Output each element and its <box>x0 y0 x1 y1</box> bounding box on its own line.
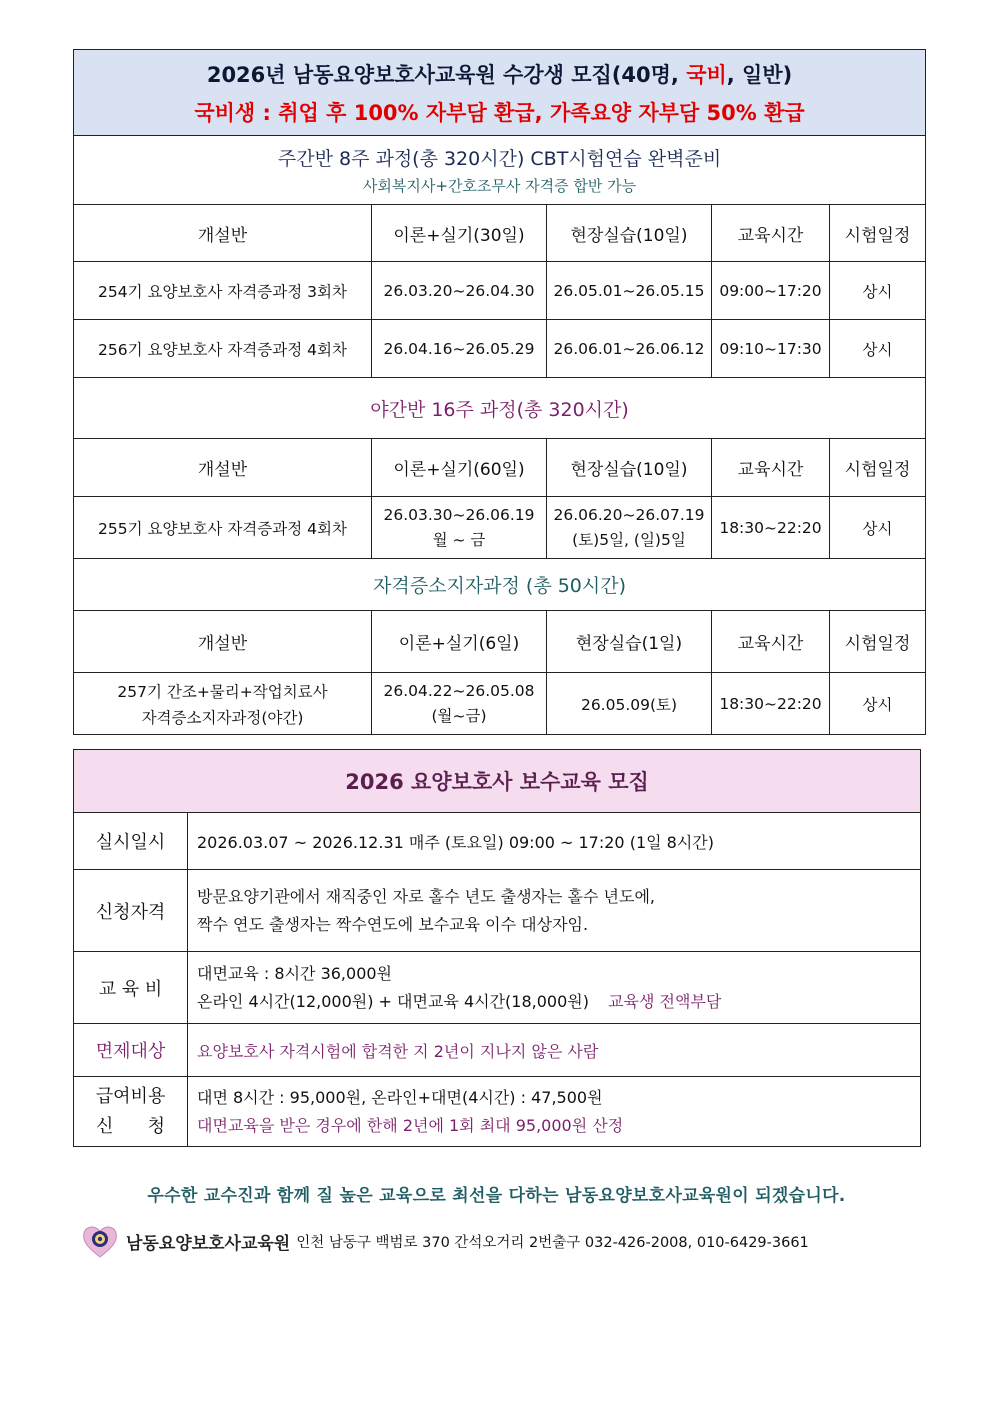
day-course-header-row <box>74 205 926 262</box>
holder-course-header-row <box>74 611 926 673</box>
fee-line2 <box>197 988 916 1016</box>
closing-message: 우수한 교수진과 함께 질 높은 교육으로 최선을 다하는 남동요양보호사교육원이 되겠습니다. <box>147 1186 846 1206</box>
course-schedule-table <box>73 49 926 735</box>
night-course-title: 야간반 16주 과정(총 320시간) <box>74 378 926 439</box>
col-header: 시험일정 <box>830 611 926 673</box>
col-header: 현장실습(10일) <box>547 439 712 497</box>
theory-days: (월~금) <box>431 706 487 725</box>
class-time: 09:10~17:30 <box>712 320 830 378</box>
night-course-header-row <box>74 439 926 497</box>
exam-schedule: 상시 <box>830 497 926 559</box>
fee-label: 교 육 비 <box>74 952 188 1024</box>
theory-dates: 26.04.22~26.05.08 <box>383 681 535 700</box>
course-name <box>74 673 372 735</box>
pay-label <box>74 1077 188 1147</box>
date-value: 2026.03.07 ~ 2026.12.31 매주 (토요일) 09:00 ~ 17:20 (1일 8시간) <box>188 813 921 870</box>
practice-period: 26.05.01~26.05.15 <box>547 262 712 320</box>
institute-name: 남동요양보호사교육원 <box>126 1233 291 1254</box>
fee-value <box>188 952 921 1024</box>
class-time: 09:00~17:20 <box>712 262 830 320</box>
col-header: 이론+실기(6일) <box>372 611 547 673</box>
day-course-section <box>74 136 926 205</box>
exam-schedule: 상시 <box>830 673 926 735</box>
institute-logo-icon <box>80 1221 120 1261</box>
col-header: 이론+실기(30일) <box>372 205 547 262</box>
class-time: 18:30~22:20 <box>712 497 830 559</box>
exam-schedule: 상시 <box>830 262 926 320</box>
day-course-subtitle: 사회복지사+간호조무사 자격증 합반 가능 <box>362 177 637 195</box>
refund-notice: 국비생 : 취업 후 100% 자부담 환급, 가족요양 자부담 50% 환급 <box>194 100 805 125</box>
pay-line1: 대면 8시간 : 95,000원, 온라인+대면(4시간) : 47,500원 <box>197 1087 603 1107</box>
theory-period: 26.04.16~26.05.29 <box>372 320 547 378</box>
footer <box>80 1221 809 1261</box>
course-name: 255기 요양보호사 자격증과정 4회차 <box>74 497 372 559</box>
theory-dates: 26.03.30~26.06.19 <box>383 505 535 524</box>
pay-label-line1: 급여비용 <box>95 1085 166 1107</box>
practice-period <box>547 497 712 559</box>
eligibility-line2: 짝수 연도 출생자는 짝수연도에 보수교육 이수 대상자임. <box>197 914 589 934</box>
pay-value <box>188 1077 921 1147</box>
exempt-value: 요양보호사 자격시험에 합격한 지 2년이 지나지 않은 사람 <box>188 1024 921 1077</box>
col-header: 시험일정 <box>830 205 926 262</box>
course-name: 256기 요양보호사 자격증과정 4회차 <box>74 320 372 378</box>
col-header: 교육시간 <box>712 205 830 262</box>
theory-period: 26.03.20~26.04.30 <box>372 262 547 320</box>
eligibility-label: 신청자격 <box>74 870 188 952</box>
col-header: 시험일정 <box>830 439 926 497</box>
practice-days: (토)5일, (일)5일 <box>572 530 686 549</box>
theory-days: 월 ~ 금 <box>432 530 486 549</box>
eligibility-line1: 방문요양기관에서 재직중인 자로 홀수 년도 출생자는 홀수 년도에, <box>197 886 656 906</box>
course-name-line2: 자격증소지자과정(야간) <box>141 708 304 727</box>
theory-period <box>372 497 547 559</box>
holder-course-title: 자격증소지자과정 (총 50시간) <box>74 559 926 611</box>
col-header: 개설반 <box>74 439 372 497</box>
col-header: 이론+실기(60일) <box>372 439 547 497</box>
table-row <box>74 497 926 559</box>
col-header: 현장실습(10일) <box>547 205 712 262</box>
practice-period: 26.06.01~26.06.12 <box>547 320 712 378</box>
class-time: 18:30~22:20 <box>712 673 830 735</box>
practice-period: 26.05.09(토) <box>547 673 712 735</box>
fee-line1: 대면교육 : 8시간 36,000원 <box>197 963 393 983</box>
course-name-line1: 257기 간조+물리+작업치료사 <box>117 682 328 701</box>
institute-address: 인천 남동구 백범로 370 간석오거리 2번출구 032-426-2008, 010-6429-3661 <box>296 1234 809 1251</box>
col-header: 개설반 <box>74 205 372 262</box>
fee-breakdown: 온라인 4시간(12,000원) + 대면교육 4시간(18,000원) <box>197 991 589 1011</box>
exempt-label: 면제대상 <box>74 1024 188 1077</box>
eligibility-value <box>188 870 921 952</box>
recruit-header <box>74 50 926 136</box>
col-header: 교육시간 <box>712 611 830 673</box>
pay-label-line2: 신 청 <box>95 1115 166 1137</box>
course-name: 254기 요양보호사 자격증과정 3회차 <box>74 262 372 320</box>
exam-schedule: 상시 <box>830 320 926 378</box>
recruit-title: 2026년 남동요양보호사교육원 수강생 모집(40명, 국비, 일반) <box>206 62 793 87</box>
col-header: 현장실습(1일) <box>547 611 712 673</box>
pay-line2: 대면교육을 받은 경우에 한해 2년에 1회 최대 95,000원 산정 <box>197 1115 624 1135</box>
table-row <box>74 673 926 735</box>
table-row <box>74 262 926 320</box>
practice-dates: 26.06.20~26.07.19 <box>553 505 705 524</box>
col-header: 개설반 <box>74 611 372 673</box>
date-label: 실시일시 <box>74 813 188 870</box>
day-course-title: 주간반 8주 과정(총 320시간) CBT시험연습 완벽준비 <box>277 148 722 170</box>
fee-note: 교육생 전액부담 <box>608 991 722 1011</box>
theory-period <box>372 673 547 735</box>
col-header: 교육시간 <box>712 439 830 497</box>
refresher-education-table <box>73 749 921 1147</box>
refresher-title: 2026 요양보호사 보수교육 모집 <box>74 750 921 813</box>
table-row <box>74 320 926 378</box>
